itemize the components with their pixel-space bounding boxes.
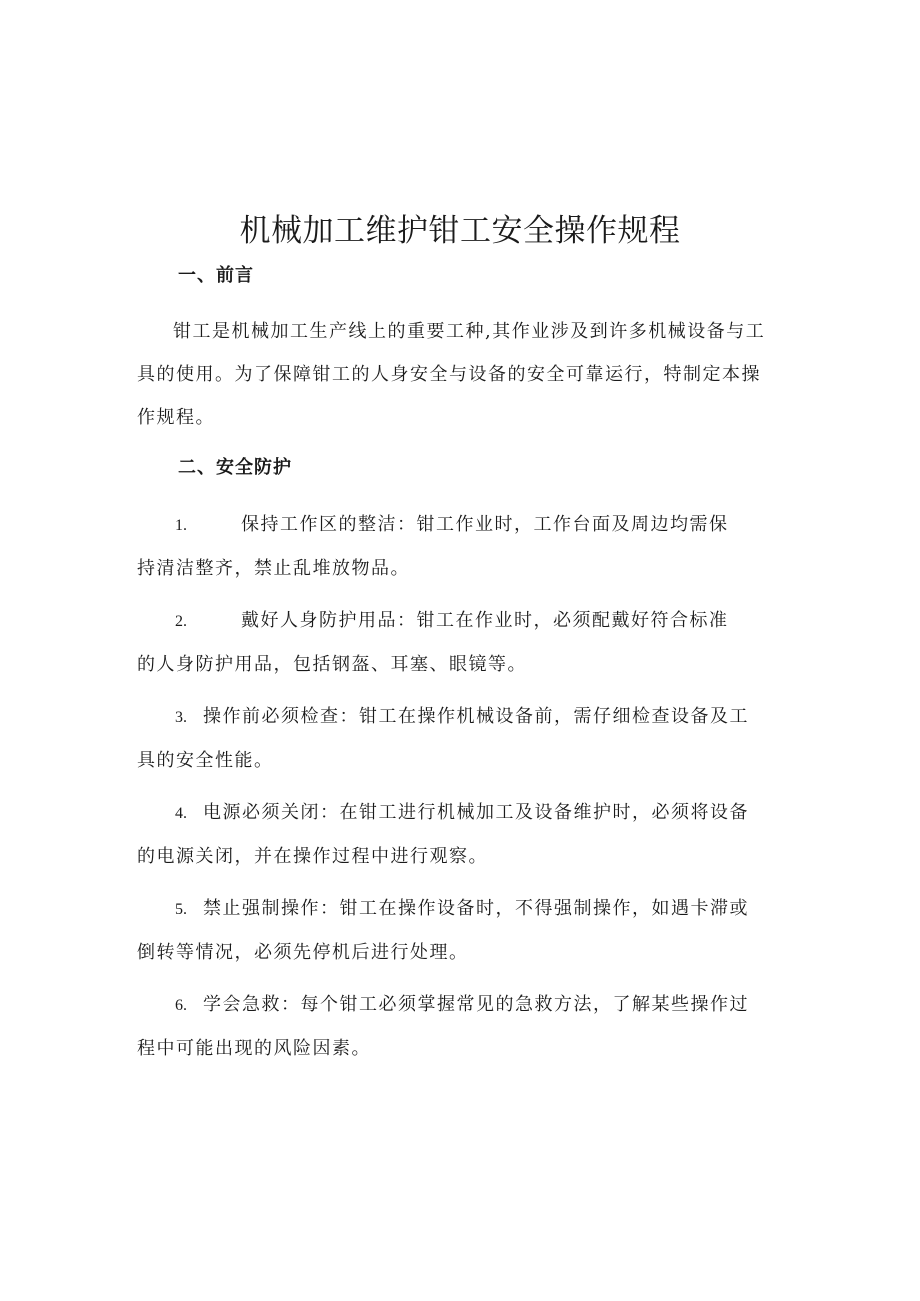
item-number: 5. [175,901,187,918]
item-number: 2. [175,613,187,630]
list-item-6 [137,983,777,1070]
item-text-line2: 倒转等情况，必须先停机后进行处理。 [137,942,469,963]
list-item-5 [137,887,777,974]
item-text-line1: 禁止强制操作：钳工在操作设备时，不得强制操作，如遇卡滞或 [203,898,749,919]
item-text-line1: 电源必须关闭：在钳工进行机械加工及设备维护时，必须将设备 [203,802,749,823]
section-heading-preface: 一、前言 [178,265,254,286]
section-heading-safety: 二、安全防护 [178,457,292,478]
item-text-line2: 具的安全性能。 [137,750,274,771]
item-text-line1: 保持工作区的整洁：钳工作业时，工作台面及周边均需保 [241,514,729,535]
list-item-1 [137,503,777,590]
preface-paragraph: 钳工是机械加工生产线上的重要工种,其作业涉及到许多机械设备与工具的使用。为了保障钳工的人身安全与设备的安全可靠运行，特制定本操作规程。 [137,321,766,428]
item-text-line2: 的电源关闭，并在操作过程中进行观察。 [137,846,488,867]
document-title: 机械加工维护钳工安全操作规程 [239,213,681,249]
item-text-line2: 持清洁整齐，禁止乱堆放物品。 [137,558,410,579]
item-number: 6. [175,997,187,1014]
item-text-line1: 操作前必须检查：钳工在操作机械设备前，需仔细检查设备及工 [203,706,749,727]
list-item-3 [137,695,777,782]
item-text-line2: 的人身防护用品，包括钢盔、耳塞、眼镜等。 [137,654,527,675]
list-item-4 [137,791,777,878]
item-number: 1. [175,517,187,534]
item-text-line2: 程中可能出现的风险因素。 [137,1038,371,1059]
item-number: 3. [175,709,187,726]
item-number: 4. [175,805,187,822]
list-item-2 [137,599,777,686]
item-text-line1: 学会急救：每个钳工必须掌握常见的急救方法，了解某些操作过 [203,994,749,1015]
item-text-line1: 戴好人身防护用品：钳工在作业时，必须配戴好符合标准 [241,610,729,631]
